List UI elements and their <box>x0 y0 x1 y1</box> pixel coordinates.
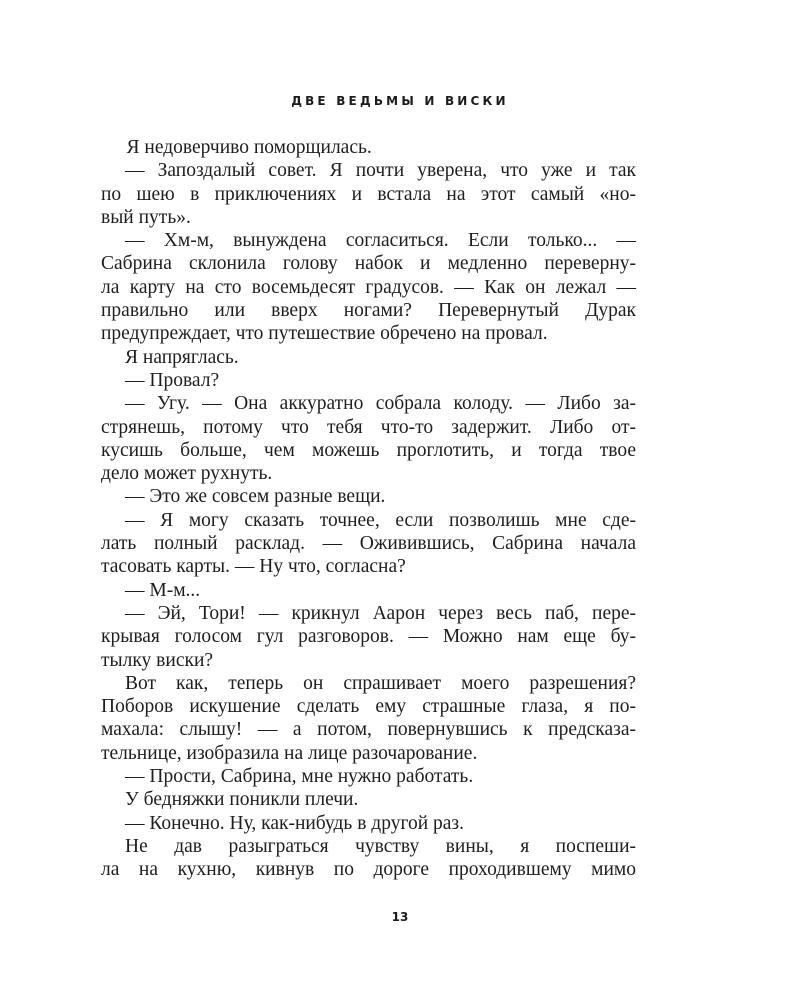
text-line: У бедняжки поникли плечи. <box>125 789 359 811</box>
text-line: Поборов искушение сделать ему страшные глаза, я по- <box>101 696 636 718</box>
text-line: ла на кухню, кивнув по дороге проходившему мимо <box>101 859 636 881</box>
text-line: — Я могу сказать точнее, если позволишь мне сде- <box>125 509 636 531</box>
text-line: — Это же совсем разные вещи. <box>125 486 386 508</box>
text-line: вый путь». <box>101 206 191 228</box>
text-line: по шею в приключениях и встала на этот самый «но- <box>101 183 636 205</box>
text-line: Я напряглась. <box>125 346 239 368</box>
text-line: правильно или вверх ногами? Перевернутый Дурак <box>101 300 636 322</box>
running-title: ДВЕ ВЕДЬМЫ И ВИСКИ <box>291 94 509 108</box>
text-line: Вот как, теперь он спрашивает моего разрешения? <box>125 672 636 694</box>
page-number: 13 <box>391 910 409 924</box>
text-line: крывая голосом гул разговоров. — Можно нам еще бу- <box>101 626 636 648</box>
text-line: — Эй, Тори! — крикнул Аарон через весь паб, пере- <box>125 602 636 624</box>
text-line: Сабрина склонила голову набок и медленно переверну- <box>101 253 636 275</box>
text-line: — Запоздалый совет. Я почти уверена, что уже и так <box>125 160 636 182</box>
text-line: стрянешь, потому что тебя что-то задержит. Либо от- <box>101 416 636 438</box>
text-line: дело может рухнуть. <box>101 463 273 485</box>
body-text <box>101 136 660 882</box>
text-line: ла карту на сто восемьдесят градусов. — Как он лежал — <box>101 276 636 298</box>
text-line: — М-м... <box>125 579 201 601</box>
text-line: тельнице, изобразила на лице разочарование. <box>101 742 478 764</box>
text-line: Я недоверчиво поморщилась. <box>126 137 372 158</box>
text-line: кусишь больше, чем можешь проглотить, и тогда твое <box>101 439 636 461</box>
text-line: — Провал? <box>125 369 220 391</box>
text-line: лать полный расклад. — Оживившись, Сабрина начала <box>101 533 636 555</box>
text-line: махала: слышу! — а потом, повернувшись к предсказа- <box>101 719 636 741</box>
text-line: — Прости, Сабрина, мне нужно работать. <box>125 766 474 788</box>
text-line: тылку виски? <box>101 649 214 671</box>
text-line: тасовать карты. — Ну что, согласна? <box>101 556 406 578</box>
text-line: — Хм-м, вынуждена согласиться. Если только... — <box>125 230 636 252</box>
text-line: предупреждает, что путешествие обречено на провал. <box>101 323 548 345</box>
text-line: — Угу. — Она аккуратно собрала колоду. — Либо за- <box>125 393 636 415</box>
text-line: — Конечно. Ну, как-нибудь в другой раз. <box>125 812 465 834</box>
text-line: Не дав разыграться чувству вины, я поспеши- <box>125 835 636 857</box>
